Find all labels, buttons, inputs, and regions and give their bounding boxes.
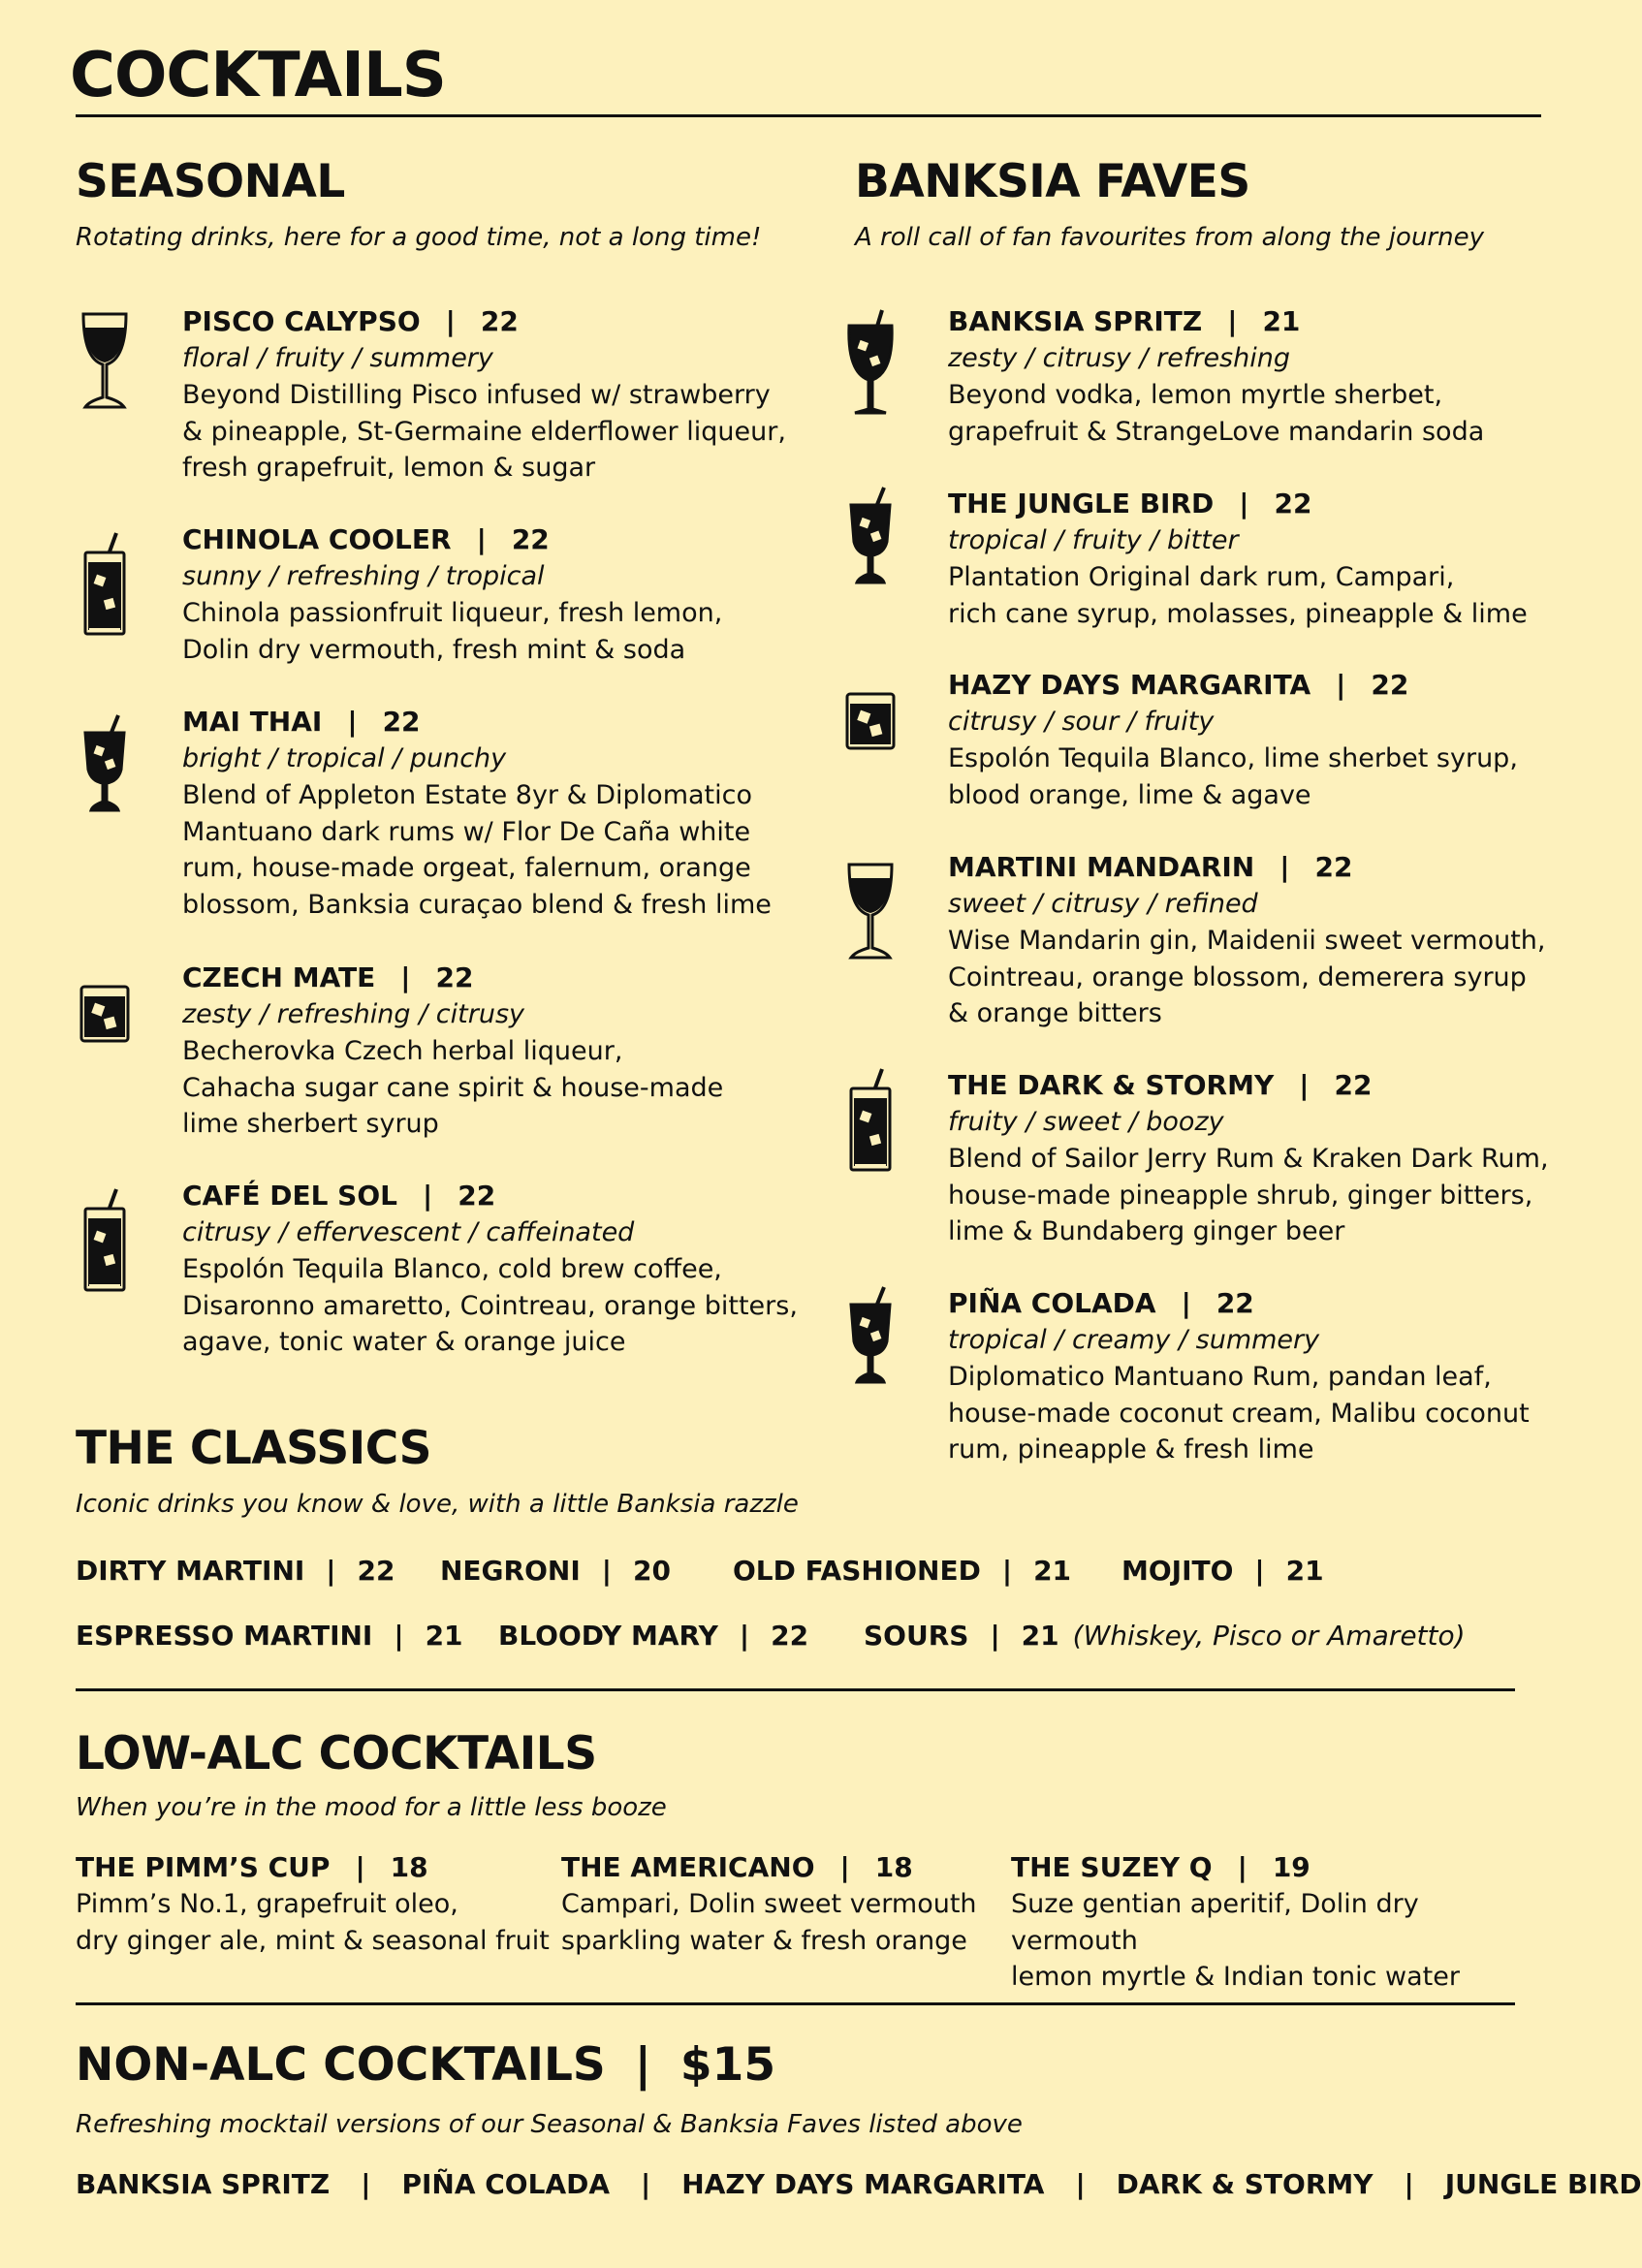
drink-description-line: fresh grapefruit, lemon & sugar — [182, 453, 596, 483]
classic-price: 22 — [357, 1555, 395, 1587]
drink-description-line: rum, pineapple & fresh lime — [948, 1434, 1314, 1465]
drink-price: 22 — [1371, 669, 1409, 701]
classic-item — [76, 1618, 463, 1654]
separator: | — [445, 305, 456, 337]
drink-price: 22 — [1334, 1069, 1373, 1101]
separator: | — [601, 1555, 612, 1587]
drink-description-line: blood orange, lime & agave — [948, 779, 1311, 810]
drink-description-line: agave, tonic water & orange juice — [182, 1327, 626, 1357]
drink-description-line: sparkling water & fresh orange — [561, 1925, 967, 1956]
drink-description-line: Diplomatico Mantuano Rum, pandan leaf, — [948, 1362, 1492, 1392]
classic-item — [864, 1618, 1466, 1654]
drink-description-line: Blend of Appleton Estate 8yr & Diplomatico — [182, 780, 753, 810]
classic-name: SOURS — [864, 1620, 969, 1652]
separator: | — [1181, 1287, 1191, 1319]
rocks-glass-icon — [76, 969, 134, 1076]
drink-tags: zesty / citrusy / refreshing — [948, 343, 1290, 373]
drink-name-line — [948, 1067, 1607, 1104]
faves-heading: BANKSIA FAVES — [855, 155, 1250, 208]
classic-price: 21 — [1021, 1620, 1059, 1652]
classic-note: (Whiskey, Pisco or Amaretto) — [1072, 1620, 1466, 1652]
drink-price: 19 — [1272, 1851, 1310, 1883]
classic-item — [76, 1553, 395, 1590]
drink-description-line: Espolón Tequila Blanco, lime sherbet syrup, — [948, 743, 1518, 773]
drink-name: THE SUZEY Q — [1011, 1851, 1213, 1883]
classic-price: 21 — [425, 1620, 463, 1652]
lowalc-item — [1011, 1849, 1515, 1996]
drink-name-line — [182, 1178, 841, 1214]
separator: | — [326, 1555, 336, 1587]
drink-description-line: Becherovka Czech herbal liqueur, — [182, 1036, 623, 1066]
drink-tags: sunny / refreshing / tropical — [182, 561, 545, 591]
drink-name-line — [948, 486, 1607, 522]
drink-name-line — [182, 521, 841, 558]
classic-name: OLD FASHIONED — [733, 1555, 981, 1587]
lowalc-item — [76, 1849, 580, 1959]
drink-description-line: rich cane syrup, molasses, pineapple & lime — [948, 598, 1528, 629]
drink-description-line: lime sherbert syrup — [182, 1109, 439, 1139]
drink-description-line: Chinola passionfruit liqueur, fresh lemon, — [182, 598, 723, 628]
drink-name: CZECH MATE — [182, 961, 376, 993]
drink-tags: citrusy / effervescent / caffeinated — [182, 1217, 635, 1247]
lowalc-heading: LOW-ALC COCKTAILS — [76, 1727, 597, 1780]
drink-name: CAFÉ DEL SOL — [182, 1180, 397, 1212]
nonalc-item: HAZY DAYS MARGARITA — [681, 2168, 1045, 2200]
nonalc-list — [76, 2166, 1642, 2203]
drink-text — [182, 521, 841, 668]
separator: | — [361, 2168, 371, 2200]
drink-price: 22 — [511, 523, 550, 555]
drink-description-line: grapefruit & StrangeLove mandarin soda — [948, 416, 1485, 447]
separator: | — [1001, 1555, 1013, 1587]
drink-name: PIÑA COLADA — [948, 1287, 1156, 1319]
separator: | — [1254, 1555, 1265, 1587]
drink-tags: tropical / fruity / bitter — [948, 525, 1239, 555]
drink-description-line: Wise Mandarin gin, Maidenii sweet vermouth, — [948, 926, 1546, 956]
goblet-glass-icon — [841, 486, 900, 592]
drink-description-line: Cointreau, orange blossom, demerera syrup — [948, 961, 1527, 992]
drink-price: 18 — [874, 1851, 913, 1883]
drink-text — [948, 303, 1607, 450]
classic-item — [440, 1553, 671, 1590]
separator: | — [1227, 305, 1238, 337]
drink-name-line — [561, 1849, 1065, 1886]
drink-description-line: & pineapple, St-Germaine elderflower liqueur, — [182, 416, 786, 447]
drink-name-line — [948, 303, 1607, 340]
separator: | — [400, 961, 411, 993]
drink-description-line: Cahacha sugar cane spirit & house-made — [182, 1072, 724, 1103]
drink-price: 18 — [390, 1851, 428, 1883]
drink-name-line — [948, 667, 1607, 704]
separator: | — [1404, 2168, 1414, 2200]
classic-name: BLOODY MARY — [498, 1620, 718, 1652]
drink-price: 22 — [435, 961, 474, 993]
section-divider — [76, 2002, 1515, 2005]
drink-name-line — [182, 960, 841, 996]
drink-name: THE AMERICANO — [561, 1851, 815, 1883]
drink-name: BANKSIA SPRITZ — [948, 305, 1203, 337]
drink-description-line: dry ginger ale, mint & seasonal fruit — [76, 1925, 550, 1956]
nonalc-item: BANKSIA SPRITZ — [76, 2168, 331, 2200]
drink-name: THE DARK & STORMY — [948, 1069, 1275, 1101]
classic-price: 22 — [771, 1620, 809, 1652]
drink-name-line — [182, 303, 841, 340]
drink-price: 22 — [458, 1180, 496, 1212]
drink-price: 22 — [480, 305, 519, 337]
drink-description-line: Mantuano dark rums w/ Flor De Caña white — [182, 816, 751, 847]
drink-text — [948, 1285, 1607, 1468]
drink-description-line: Pimm’s No.1, grapefruit oleo, — [76, 1889, 458, 1919]
drink-tags: tropical / creamy / summery — [948, 1325, 1320, 1355]
nonalc-heading-label: NON-ALC COCKTAILS — [76, 2038, 606, 2092]
separator: | — [476, 523, 487, 555]
highball-glass-icon — [76, 531, 134, 638]
spritz-glass-icon — [841, 308, 900, 415]
separator: | — [990, 1620, 1000, 1652]
drink-name-line — [948, 849, 1607, 886]
drink-description-line: lemon myrtle & Indian tonic water — [1011, 1962, 1460, 1992]
drink-description-line: rum, house-made orgeat, falernum, orange — [182, 853, 751, 883]
nonalc-item: DARK & STORMY — [1116, 2168, 1374, 2200]
drink-description-line: Campari, Dolin sweet vermouth — [561, 1889, 977, 1919]
highball-glass-icon — [841, 1067, 900, 1174]
drink-description-line: Plantation Original dark rum, Campari, — [948, 562, 1455, 592]
drink-name: THE PIMM’S CUP — [76, 1851, 331, 1883]
classic-item — [733, 1553, 1071, 1590]
drink-tags: bright / tropical / punchy — [182, 743, 507, 773]
drink-price: 22 — [382, 706, 421, 738]
drink-description-line: Suze gentian aperitif, Dolin dry vermouth — [1011, 1889, 1419, 1956]
drink-price: 21 — [1262, 305, 1301, 337]
separator: | — [1239, 488, 1249, 520]
drink-text — [182, 704, 841, 923]
classic-price: 20 — [633, 1555, 671, 1587]
drink-description-line: Espolón Tequila Blanco, cold brew coffee, — [182, 1254, 722, 1284]
separator: | — [839, 1851, 850, 1883]
drink-description-line: Dolin dry vermouth, fresh mint & soda — [182, 634, 686, 665]
drink-name: THE JUNGLE BIRD — [948, 488, 1215, 520]
separator: | — [641, 2168, 651, 2200]
drink-description-line: lime & Bundaberg ginger beer — [948, 1216, 1345, 1246]
drink-name: CHINOLA COOLER — [182, 523, 452, 555]
nonalc-subtitle: Refreshing mocktail versions of our Seasonal & Banksia Faves listed above — [76, 2110, 1023, 2139]
separator: | — [739, 1620, 750, 1652]
section-divider — [76, 1688, 1515, 1691]
drink-text — [948, 1067, 1607, 1250]
highball-glass-icon — [76, 1187, 134, 1294]
separator: | — [1279, 851, 1290, 883]
drink-tags: sweet / citrusy / refined — [948, 889, 1258, 919]
drink-name-line — [1011, 1849, 1515, 1886]
nonalc-item: PIÑA COLADA — [401, 2168, 611, 2200]
separator: | — [1075, 2168, 1086, 2200]
separator: | — [1336, 669, 1346, 701]
classic-name: NEGRONI — [440, 1555, 581, 1587]
classic-name: DIRTY MARTINI — [76, 1555, 305, 1587]
nonalc-heading — [76, 2038, 775, 2093]
drink-description-line: Beyond vodka, lemon myrtle sherbet, — [948, 380, 1443, 410]
page-title: COCKTAILS — [70, 40, 446, 111]
faves-subtitle: A roll call of fan favourites from along the journey — [855, 223, 1484, 252]
rocks-glass-icon — [841, 677, 900, 783]
lowalc-subtitle: When you’re in the mood for a little less booze — [76, 1793, 667, 1822]
drink-tags: floral / fruity / summery — [182, 343, 493, 373]
goblet-glass-icon — [841, 1285, 900, 1392]
lowalc-item — [561, 1849, 1065, 1959]
nonalc-price: $15 — [679, 2038, 776, 2092]
drink-description-line: blossom, Banksia curaçao blend & fresh lime — [182, 889, 772, 920]
drink-price: 22 — [1216, 1287, 1254, 1319]
drink-text — [182, 960, 841, 1143]
drink-name: PISCO CALYPSO — [182, 305, 421, 337]
classic-name: ESPRESSO MARTINI — [76, 1620, 373, 1652]
classic-price: 21 — [1285, 1555, 1324, 1587]
drink-text — [948, 667, 1607, 813]
drink-name-line — [76, 1849, 580, 1886]
goblet-glass-icon — [76, 713, 134, 820]
drink-description-line: Disaronno amaretto, Cointreau, orange bitters, — [182, 1290, 798, 1321]
drink-price: 22 — [1314, 851, 1353, 883]
drink-name: MARTINI MANDARIN — [948, 851, 1255, 883]
drink-description-line: Blend of Sailor Jerry Rum & Kraken Dark Rum, — [948, 1144, 1549, 1174]
separator: | — [394, 1620, 404, 1652]
drink-name-line — [182, 704, 841, 740]
classics-heading: THE CLASSICS — [76, 1422, 431, 1475]
drink-text — [182, 303, 841, 487]
classic-item — [498, 1618, 808, 1654]
drink-tags: fruity / sweet / boozy — [948, 1107, 1224, 1137]
seasonal-subtitle: Rotating drinks, here for a good time, not a long time! — [76, 223, 762, 252]
seasonal-heading: SEASONAL — [76, 155, 345, 208]
drink-price: 22 — [1274, 488, 1312, 520]
separator: | — [347, 706, 358, 738]
classic-item — [1121, 1553, 1324, 1590]
drink-description-line: & orange bitters — [948, 998, 1162, 1028]
wine-glass-icon — [76, 308, 134, 415]
drink-description-line: Beyond Distilling Pisco infused w/ strawberry — [182, 380, 771, 410]
separator: | — [355, 1851, 365, 1883]
drink-text — [182, 1178, 841, 1361]
drink-text — [948, 849, 1607, 1032]
drink-name: HAZY DAYS MARGARITA — [948, 669, 1311, 701]
separator: | — [634, 2038, 651, 2092]
wine-glass-icon — [841, 859, 900, 965]
classics-subtitle: Iconic drinks you know & love, with a little Banksia razzle — [76, 1490, 799, 1519]
title-divider — [76, 114, 1541, 117]
drink-tags: zesty / refreshing / citrusy — [182, 999, 524, 1029]
classic-price: 21 — [1033, 1555, 1072, 1587]
drink-name: MAI THAI — [182, 706, 323, 738]
separator: | — [423, 1180, 433, 1212]
separator: | — [1299, 1069, 1310, 1101]
drink-description-line: house-made coconut cream, Malibu coconut — [948, 1398, 1530, 1429]
drink-tags: citrusy / sour / fruity — [948, 707, 1215, 737]
drink-description-line: house-made pineapple shrub, ginger bitters, — [948, 1180, 1533, 1211]
separator: | — [1237, 1851, 1247, 1883]
drink-name-line — [948, 1285, 1607, 1322]
classic-name: MOJITO — [1121, 1555, 1234, 1587]
drink-text — [948, 486, 1607, 632]
nonalc-item: JUNGLE BIRD — [1444, 2168, 1642, 2200]
